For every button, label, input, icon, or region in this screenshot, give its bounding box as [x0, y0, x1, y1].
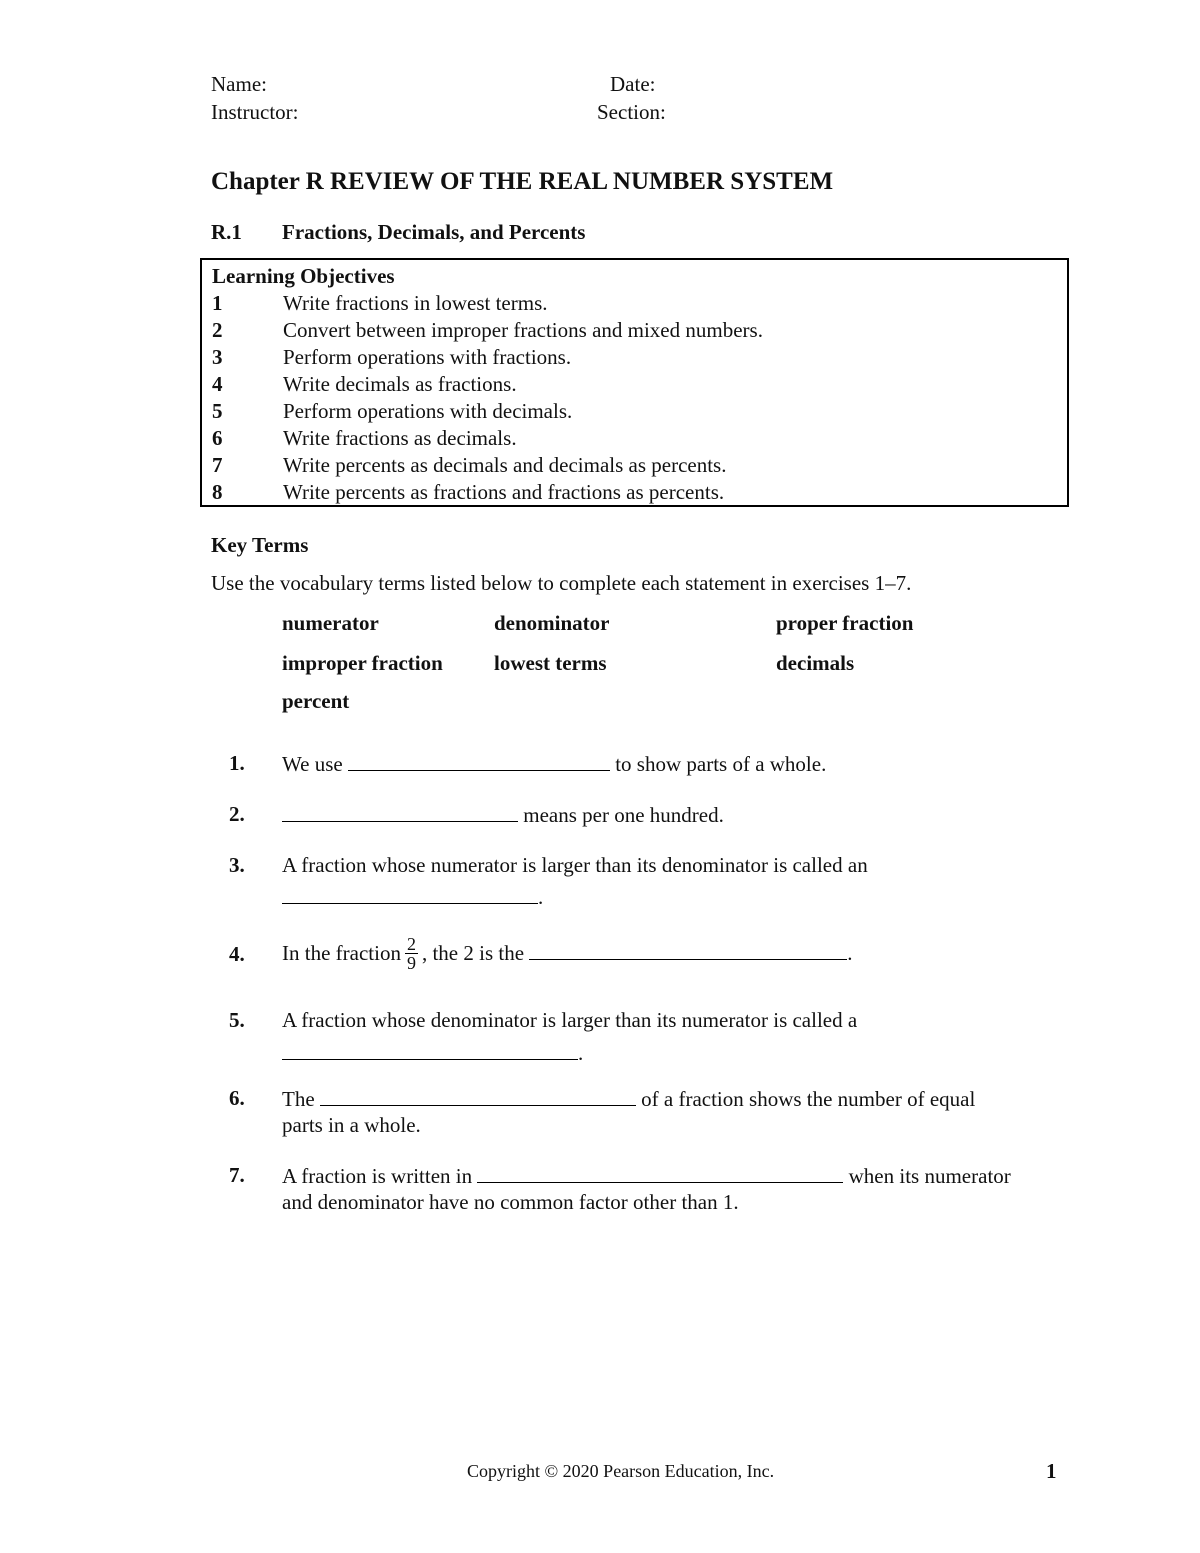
answer-blank[interactable]	[282, 802, 518, 822]
exercise-text: means per one hundred.	[523, 803, 724, 827]
section-title: Fractions, Decimals, and Percents	[282, 220, 586, 244]
objective-number: 6	[212, 426, 223, 450]
objective-text: Write fractions in lowest terms.	[283, 291, 548, 315]
objective-text: Perform operations with fractions.	[283, 345, 572, 369]
objective-number: 1	[212, 291, 223, 315]
objective-text: Write decimals as fractions.	[283, 372, 517, 396]
exercise-text: of a fraction shows the number of equal	[641, 1087, 976, 1111]
exercise-text: A fraction is written in	[282, 1164, 473, 1188]
term-proper-fraction: proper fraction	[776, 611, 914, 635]
exercise-text: , the 2 is the	[421, 941, 525, 965]
exercise-text: We use	[282, 752, 343, 776]
exercise-1-text	[282, 751, 826, 777]
exercise-3-answer-line	[282, 884, 543, 910]
learning-objectives-box	[200, 258, 1069, 507]
exercise-text: when its numerator	[848, 1164, 1011, 1188]
exercise-number: 6.	[229, 1086, 245, 1110]
exercise-number: 7.	[229, 1163, 245, 1187]
term-numerator: numerator	[282, 611, 379, 635]
term-percent: percent	[282, 689, 350, 713]
fraction-numerator: 2	[406, 933, 416, 954]
exercise-number: 5.	[229, 1008, 245, 1032]
exercise-5-answer-line	[282, 1040, 583, 1066]
objective-number: 3	[212, 345, 223, 369]
objective-text: Write percents as fractions and fractions as percents.	[283, 480, 725, 504]
objective-text: Write percents as decimals and decimals as percents.	[283, 453, 727, 477]
exercise-6-text-line2: parts in a whole.	[282, 1113, 421, 1137]
objectives-title: Learning Objectives	[212, 264, 395, 288]
answer-blank[interactable]	[282, 1040, 578, 1060]
term-denominator: denominator	[494, 611, 610, 635]
instructor-label: Instructor:	[211, 100, 299, 124]
answer-blank[interactable]	[282, 884, 538, 904]
key-terms-title: Key Terms	[211, 533, 309, 557]
section-label: Section:	[597, 100, 666, 124]
exercise-4-text	[282, 930, 853, 976]
exercise-3-text: A fraction whose numerator is larger than its denominator is called an	[282, 853, 868, 877]
objective-text: Convert between improper fractions and mixed numbers.	[283, 318, 763, 342]
chapter-title: Chapter R REVIEW OF THE REAL NUMBER SYSTEM	[211, 168, 834, 195]
term-improper-fraction: improper fraction	[282, 651, 443, 675]
answer-blank[interactable]	[529, 940, 847, 960]
objective-text: Write fractions as decimals.	[283, 426, 517, 450]
answer-blank[interactable]	[320, 1086, 636, 1106]
exercise-text: to show parts of a whole.	[615, 752, 827, 776]
name-label: Name:	[211, 72, 267, 96]
copyright-footer: Copyright © 2020 Pearson Education, Inc.	[467, 1461, 775, 1481]
objective-number: 8	[212, 480, 223, 504]
exercise-2-text	[282, 802, 724, 828]
exercise-7-text	[282, 1163, 1011, 1189]
exercise-text: .	[538, 885, 544, 909]
exercise-number: 4.	[229, 942, 245, 966]
fraction-denominator: 9	[406, 952, 416, 973]
exercise-text: .	[847, 941, 853, 965]
exercise-number: 2.	[229, 802, 245, 826]
exercise-7-text-line2: and denominator have no common factor other than 1.	[282, 1190, 739, 1214]
answer-blank[interactable]	[348, 751, 610, 771]
date-label: Date:	[610, 72, 656, 96]
term-lowest-terms: lowest terms	[494, 651, 607, 675]
objective-number: 7	[212, 453, 223, 477]
answer-blank[interactable]	[477, 1163, 843, 1183]
fraction	[405, 935, 418, 972]
objective-text: Perform operations with decimals.	[283, 399, 573, 423]
term-decimals: decimals	[776, 651, 855, 675]
exercise-number: 3.	[229, 853, 245, 877]
section-number: R.1	[211, 220, 242, 244]
exercise-6-text	[282, 1086, 975, 1112]
exercise-text: .	[578, 1041, 584, 1065]
exercise-5-text: A fraction whose denominator is larger than its numerator is called a	[282, 1008, 858, 1032]
objective-number: 2	[212, 318, 223, 342]
page-number: 1	[1046, 1459, 1057, 1483]
objective-number: 5	[212, 399, 223, 423]
exercise-text: The	[282, 1087, 315, 1111]
exercise-number: 1.	[229, 751, 245, 775]
exercise-text: In the fraction	[282, 941, 401, 965]
key-terms-intro: Use the vocabulary terms listed below to complete each statement in exercises 1–7.	[211, 571, 912, 595]
objective-number: 4	[212, 372, 223, 396]
